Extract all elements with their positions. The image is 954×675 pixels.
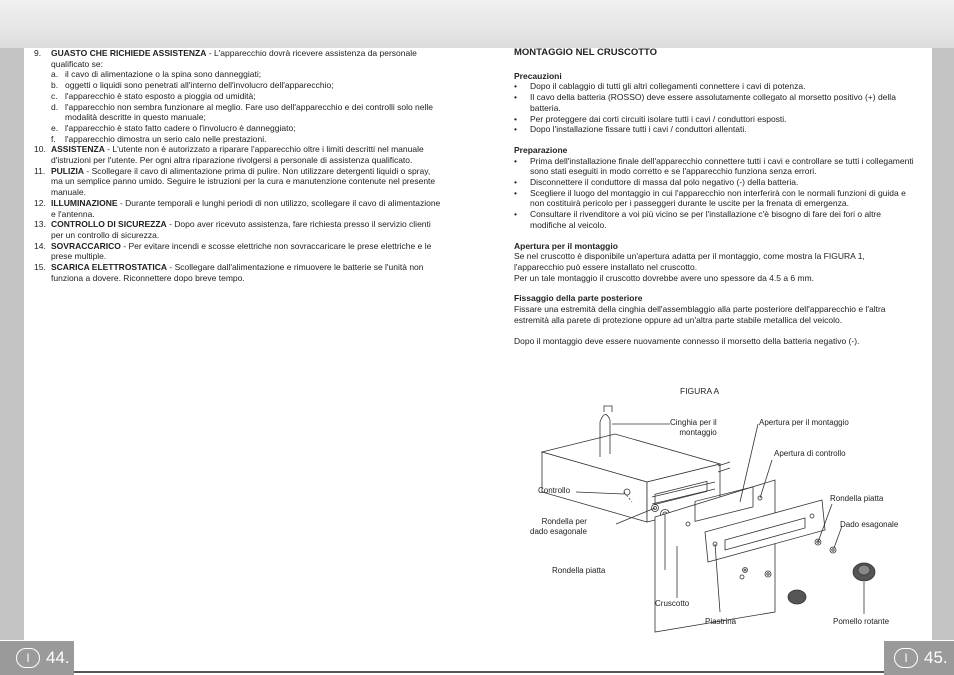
list-item: • Prima dell'installazione finale dell'apparecchio connettere tutti i cavi e controllare se tutti i collegamenti sono stati eseguiti in modo corretto e se l'apparecchio funziona senza errori. — [514, 155, 914, 177]
item-text — [51, 219, 444, 240]
list-item — [34, 144, 444, 165]
sub-item — [34, 80, 444, 91]
language-badge: I — [894, 648, 918, 668]
item-body: - Per evitare incendi e scosse elettriche non sovraccaricare le prese elettriche e le prese multiple. — [51, 240, 432, 262]
final-note: Dopo il montaggio deve essere nuovamente connesso il morsetto della batteria negativo (-). — [514, 336, 860, 347]
apertura-heading: Apertura per il montaggio — [514, 240, 618, 251]
label-rondella-piatta-right: Rondella piatta — [830, 494, 884, 503]
list-item — [34, 198, 444, 219]
label-pomello: Pomello rotante — [833, 617, 890, 626]
item-body: - Scollegare il cavo di alimentazione prima di pulire. Non utilizzare detergenti liquidi o spray, ma un semplice panno umido. Seguire le istruzioni per la cura e manutenzione contenute nel presente manuale. — [51, 165, 436, 198]
list-item: • Consultare il rivenditore a voi più vicino se per l'installazione c'è bisogno di fare dei fori o altre modifiche al veicolo. — [514, 209, 881, 230]
sub-item — [34, 69, 444, 80]
item-text — [51, 262, 444, 283]
installation-figure — [520, 402, 920, 637]
sub-item-text: il cavo di alimentazione o la spina sono danneggiati; — [65, 69, 262, 80]
item-number: 9. — [34, 48, 42, 58]
right-margin-bar — [932, 48, 954, 640]
item-text — [51, 48, 444, 69]
list-item: • Dopo l'installazione fissare tutti i cavi / conduttori allentati. — [514, 124, 747, 135]
label-cinghia: Cinghia per il montaggio — [670, 418, 717, 437]
label-rondella-dado: Rondella per dado esagonale — [530, 517, 587, 536]
item-number: 13. — [34, 219, 46, 230]
item-title: ILLUMINAZIONE — [51, 197, 118, 208]
sub-item-letter: e. — [51, 122, 59, 133]
sub-item-text: l'apparecchio dimostra un serio calo nelle prestazioni. — [65, 133, 267, 144]
list-item: • Dopo il cablaggio di tutti gli altri collegamenti connettere i cavi di potenza. — [514, 81, 806, 92]
figure-title: FIGURA A — [680, 386, 720, 396]
sub-item-letter: b. — [51, 80, 59, 91]
item-number: 12. — [34, 197, 46, 208]
fissaggio-heading: Fissaggio della parte posteriore — [514, 293, 643, 304]
label-apertura-controllo: Apertura di controllo — [774, 449, 846, 458]
precauzioni-list — [514, 81, 914, 135]
sub-item-letter: a. — [51, 69, 59, 80]
preparazione-list — [514, 156, 914, 231]
sub-item-letter: f. — [51, 133, 56, 144]
list-item: • Scegliere il luogo del montaggio in cui l'apparecchio non interferirà con le normali funzioni di guida e non costituirà pericolo per i passeggeri durante le uscite per la frenata di emergenza. — [514, 187, 906, 209]
list-item — [34, 262, 444, 283]
sub-item-text: l'apparecchio è stato esposto a pioggia od umidità; — [65, 90, 256, 101]
sub-item-letter: c. — [51, 90, 58, 101]
apertura-text-2: Per un tale montaggio il cruscotto dovrebbe avere uno spessore da 4.5 a 6 mm. — [514, 272, 815, 283]
section-title: MONTAGGIO NEL CRUSCOTTO — [514, 47, 658, 58]
list-item — [34, 241, 444, 262]
label-dado-esagonale: Dado esagonale — [840, 520, 899, 529]
list-item: • Per proteggere dai corti circuiti isolare tutti i cavi / conduttori esposti. — [514, 113, 787, 124]
sub-item — [34, 123, 444, 134]
item-title: CONTROLLO DI SICUREZZA — [51, 219, 167, 230]
item-text — [51, 144, 444, 165]
language-badge: I — [16, 648, 40, 668]
list-item — [34, 48, 444, 69]
label-apertura-montaggio: Apertura per il montaggio — [759, 418, 849, 427]
list-item — [34, 219, 444, 240]
right-column — [514, 48, 914, 347]
label-controllo: Controllo — [538, 486, 571, 495]
page-number-right — [884, 641, 954, 675]
label-piastrina: Piastrina — [705, 617, 737, 626]
item-text — [51, 198, 444, 219]
list-item: • Disconnettere il conduttore di massa dal polo negativo (-) della batteria. — [514, 177, 799, 188]
item-title: ASSISTENZA — [51, 144, 105, 155]
label-rondella-piatta-left: Rondella piatta — [552, 566, 606, 575]
item-text — [51, 241, 444, 262]
precauzioni-heading: Precauzioni — [514, 70, 562, 81]
sub-item — [34, 91, 444, 102]
page-number-text: 45. — [924, 648, 948, 667]
top-header-bar — [0, 0, 954, 48]
sub-item-text: l'apparecchio è stato fatto cadere o l'involucro è danneggiato; — [65, 122, 296, 133]
page-number-left — [0, 641, 74, 675]
preparazione-heading: Preparazione — [514, 144, 568, 155]
sub-item-text: oggetti o liquidi sono penetrati all'interno dell'involucro dell'apparecchio; — [65, 80, 334, 91]
item-title: SCARICA ELETTROSTATICA — [51, 262, 168, 273]
item-body: - L'apparecchio dovrà ricevere assistenza da personale qualificato se: — [51, 48, 417, 69]
sub-item — [34, 102, 444, 123]
fissaggio-text: Fissare una estremità della cinghia dell'assemblaggio alla parte posteriore dell'apparecchio e l'altra estremità alla parete di protezione oppure ad un'altra parte stabile metallica del veicolo. — [514, 304, 886, 325]
item-title: GUASTO CHE RICHIEDE ASSISTENZA — [51, 48, 207, 58]
item-title: PULIZIA — [51, 165, 85, 176]
item-body: - L'utente non è autorizzato a riparare l'apparecchio oltre i limiti descritti nel manuale d'istruzioni per l'utente. Per ogni altra riparazione rivolgersi a personale di assistenza qualificato. — [51, 144, 424, 166]
left-column — [34, 48, 444, 283]
sub-item-text: l'apparecchio non sembra funzionare al meglio. Fare uso dell'apparecchio e dei controlli solo nelle modalità descritte in questo manuale; — [65, 101, 434, 123]
item-title: SOVRACCARICO — [51, 240, 121, 251]
footer-rule — [74, 671, 884, 673]
item-body: - Dopo aver ricevuto assistenza, fare richiesta presso il servizio clienti per un controllo di sicurezza. — [51, 219, 431, 240]
sub-item-letter: d. — [51, 101, 59, 112]
sub-item — [34, 134, 444, 145]
item-body: - Scollegare dall'alimentazione e rimuovere le batterie se l'unità non funziona a dovere. Riconnettere dopo breve tempo. — [51, 262, 424, 283]
label-cruscotto: Cruscotto — [655, 599, 690, 608]
item-number: 11. — [34, 165, 46, 176]
item-body: - Durante temporali e lunghi periodi di non utilizzo, scollegare il cavo di alimentazione e l'antenna. — [51, 197, 441, 219]
item-number: 14. — [34, 240, 46, 251]
list-item — [34, 166, 444, 198]
item-number: 15. — [34, 262, 46, 273]
list-item: • Il cavo della batteria (ROSSO) deve essere assolutamente collegato al morsetto positivo (+) della batteria. — [514, 92, 896, 113]
left-margin-bar — [0, 48, 24, 640]
item-number: 10. — [34, 144, 46, 155]
item-text — [51, 166, 444, 198]
apertura-text-1: Se nel cruscotto è disponibile un'apertura adatta per il montaggio, come mostra la FIGURA 1, l'apparecchio può essere installato nel cruscotto. — [514, 251, 865, 272]
page-number-text: 44. — [46, 648, 70, 667]
